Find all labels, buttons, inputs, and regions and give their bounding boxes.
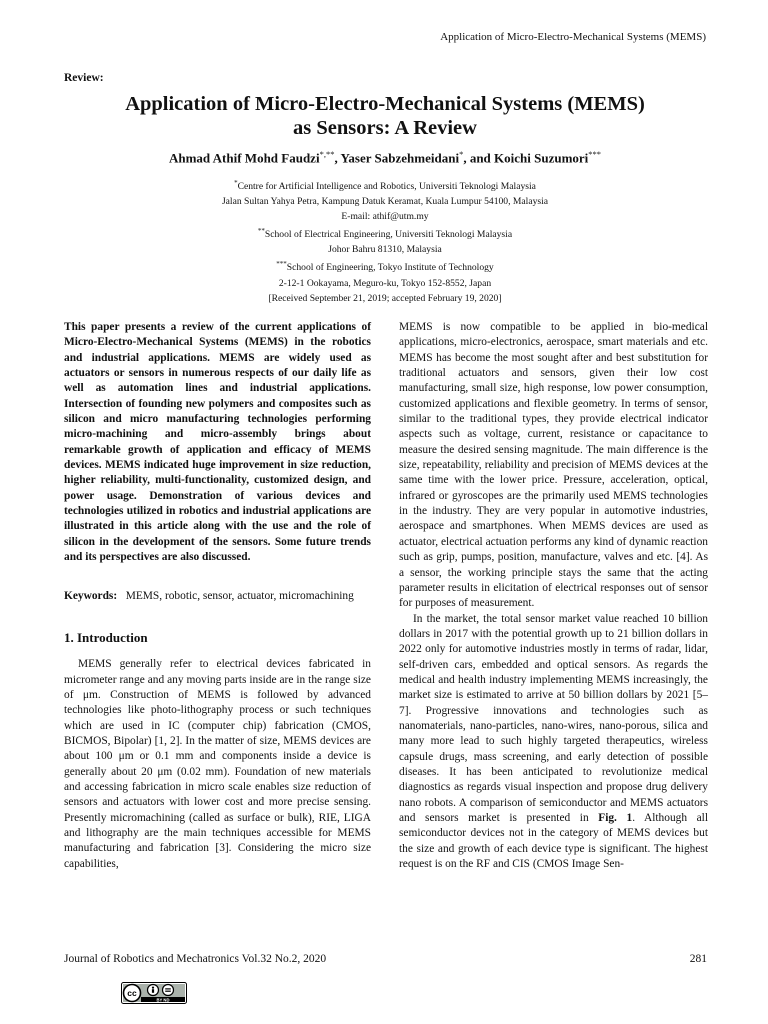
keywords <box>64 589 371 604</box>
cc-license-badge-icon <box>121 982 187 1004</box>
body-paragraph: MEMS is now compatible to be applied in bio-medical applications, micro-electronics, aerospace, smart materials and etc. MEMS has become the most sought after and best substitution for traditional actuators and sensors, given their low cost manufacturing, small size, high response, low power consumption, customized applications and flexible geometry. In terms of sensor, similar to the traditional types, they provide electrical indicator aspects such as voltage, current, resistance or capacitance to measure the desired sensing magnitude. The main difference is the size, repeatability, reliability and precision of MEMS devices at the same time with the lower price. Pressure, acceleration, optical, infrared or gyroscopes are the primarily used MEMS technologies in the industry. They are very popular in automotive industries, aerospace and smartphones. When MEMS devices are used as actuator, electrical actuation performs any kind of dynamic reaction such as grip, pumps, position, manufacture, valves and etc. [4]. As a sensor, the working principle stays the same that the acting parameter results in elicitation of electrical responses out of sensor for purposes of measurement. <box>399 321 708 610</box>
article-type-label: Review: <box>64 72 104 84</box>
affiliation-1-address: Jalan Sultan Yahya Petra, Kampung Datuk Keramat, Kuala Lumpur 54100, Malaysia <box>221 196 549 208</box>
abstract: This paper presents a review of the current applications of Micro-Electro-Mechanical Systems (MEMS) in the robotics and industrial applications. MEMS are widely used as actuators or sensors in numerous respects of our daily life as well as automation lines and industrial applications. Intersection of founding new polymers and composites such as silicon and micro manufacturing technologies performing micro-machining and micro-assembly brings about remarkable growth of application and efficacy of MEMS devices. MEMS indicated huge improvement in size reduction, higher reliability, multi-functionality, customized design, and power usage. Demonstration of various devices and technologies utilized in robotics and industrial applications are illustrated in this article along with the use and the role of silicon in the development of the sensors. Some future trends and its perspectives are also discussed. <box>64 321 371 564</box>
left-column <box>64 320 371 872</box>
affiliation-2: **School of Electrical Engineering, Universiti Teknologi Malaysia <box>257 227 513 241</box>
affiliations <box>64 176 706 306</box>
affil-mark: * <box>234 179 238 187</box>
cc-badge-text: BY ND <box>156 997 170 1003</box>
author-separator: , <box>334 150 341 166</box>
author-name: Yaser Sabzehmeidani <box>340 150 460 166</box>
running-head: Application of Micro-Electro-Mechanical Systems (MEMS) <box>440 31 706 43</box>
section-heading-introduction: 1. Introduction <box>64 629 148 645</box>
right-column <box>399 320 708 872</box>
author-affil-mark: * <box>459 149 464 159</box>
author-affil-mark: *,** <box>319 149 335 159</box>
keywords-list: MEMS, robotic, sensor, actuator, micromachining <box>125 589 354 602</box>
footer-journal-citation: Journal of Robotics and Mechatronics Vol.32 No.2, 2020 <box>64 953 327 965</box>
affiliation-1: *Centre for Artificial Intelligence and Robotics, Universiti Teknologi Malaysia <box>234 179 536 193</box>
body-paragraph: In the market, the total sensor market value reached 10 billion dollars in 2017 with the potential growth up to 21 billion dollars in 2022 only for automotive industries mostly in terms of radar, lidar, self-driven cars, embedded and optical sensors. As regards the medical and health industry implementing MEMS increasingly, the market size is estimated to arrive at 50 billion dollars by 2021 [5–7]. Progressive innovations and technologies such as nanomaterials, nano-particles, nano-wires, nano-porous, silica and many more lead to such highly targeted therapeutics, wireless capsule drugs, mass screening, and early detection of possible diseases. It has been anticipated to revolutionize medical diagnostics as regards visual inspection and propose drug delivery nano robots. A comparison of semiconductor and MEMS actuators and sensors market is presented in Fig. 1. Although all semiconductor devices not in the category of MEMS devices but the size and growth of each device type is significant. The highest request is on the RF and CIS (CMOS Image Sen- <box>399 612 708 871</box>
affiliation-3-address: 2-12-1 Ookayama, Meguro-ku, Tokyo 152-8552, Japan <box>278 277 492 289</box>
affil-mark: *** <box>276 260 287 269</box>
author-separator: , and <box>463 150 495 166</box>
received-dates: [Received September 21, 2019; accepted February 19, 2020] <box>268 292 502 304</box>
affiliation-2-address: Johor Bahru 81310, Malaysia <box>328 244 442 256</box>
affiliation-3: ***School of Engineering, Tokyo Institute of Technology <box>276 260 494 274</box>
figure-reference-link[interactable]: Fig. 1 <box>598 812 633 824</box>
page-number: 281 <box>689 953 707 965</box>
body-paragraph: MEMS generally refer to electrical devices fabricated in micrometer range and any moving parts inside are in the range size of μm. Construction of MEMS is followed by advanced technologies like photo-lithography process or such techniques which are used in IC (computer chip) fabrication (CMOS, BICMOS, Bipolar) [1, 2]. In the matter of size, MEMS devices are about 100 μm or 0.1 mm and components inside a device is generally about 20 μm (0.02 mm). Foundation of new materials and accessing fabrication in micro scale enables size reduction of sensors and actuators with lower cost and more precise sensing. Presently micromachining (called as surface or bulk), RIE, LIGA and lithography are the main techniques accessible for MEMS manufacturing and fabrication [3]. Considering the micro size capabilities, <box>64 658 371 870</box>
author-affil-mark: *** <box>588 149 602 159</box>
paper-title-line1: Application of Micro-Electro-Mechanical Systems (MEMS) <box>125 93 645 115</box>
author-email: E-mail: athif@utm.my <box>341 211 429 223</box>
author-list <box>64 149 706 166</box>
affil-mark: ** <box>257 227 265 236</box>
author-name: Ahmad Athif Mohd Faudzi <box>168 150 320 166</box>
paper-title-line2: as Sensors: A Review <box>293 117 477 139</box>
author-name: Koichi Suzumori <box>494 150 589 166</box>
svg-text:cc: cc <box>127 988 137 998</box>
keywords-label: Keywords: <box>64 589 118 602</box>
paper-title <box>64 92 706 140</box>
